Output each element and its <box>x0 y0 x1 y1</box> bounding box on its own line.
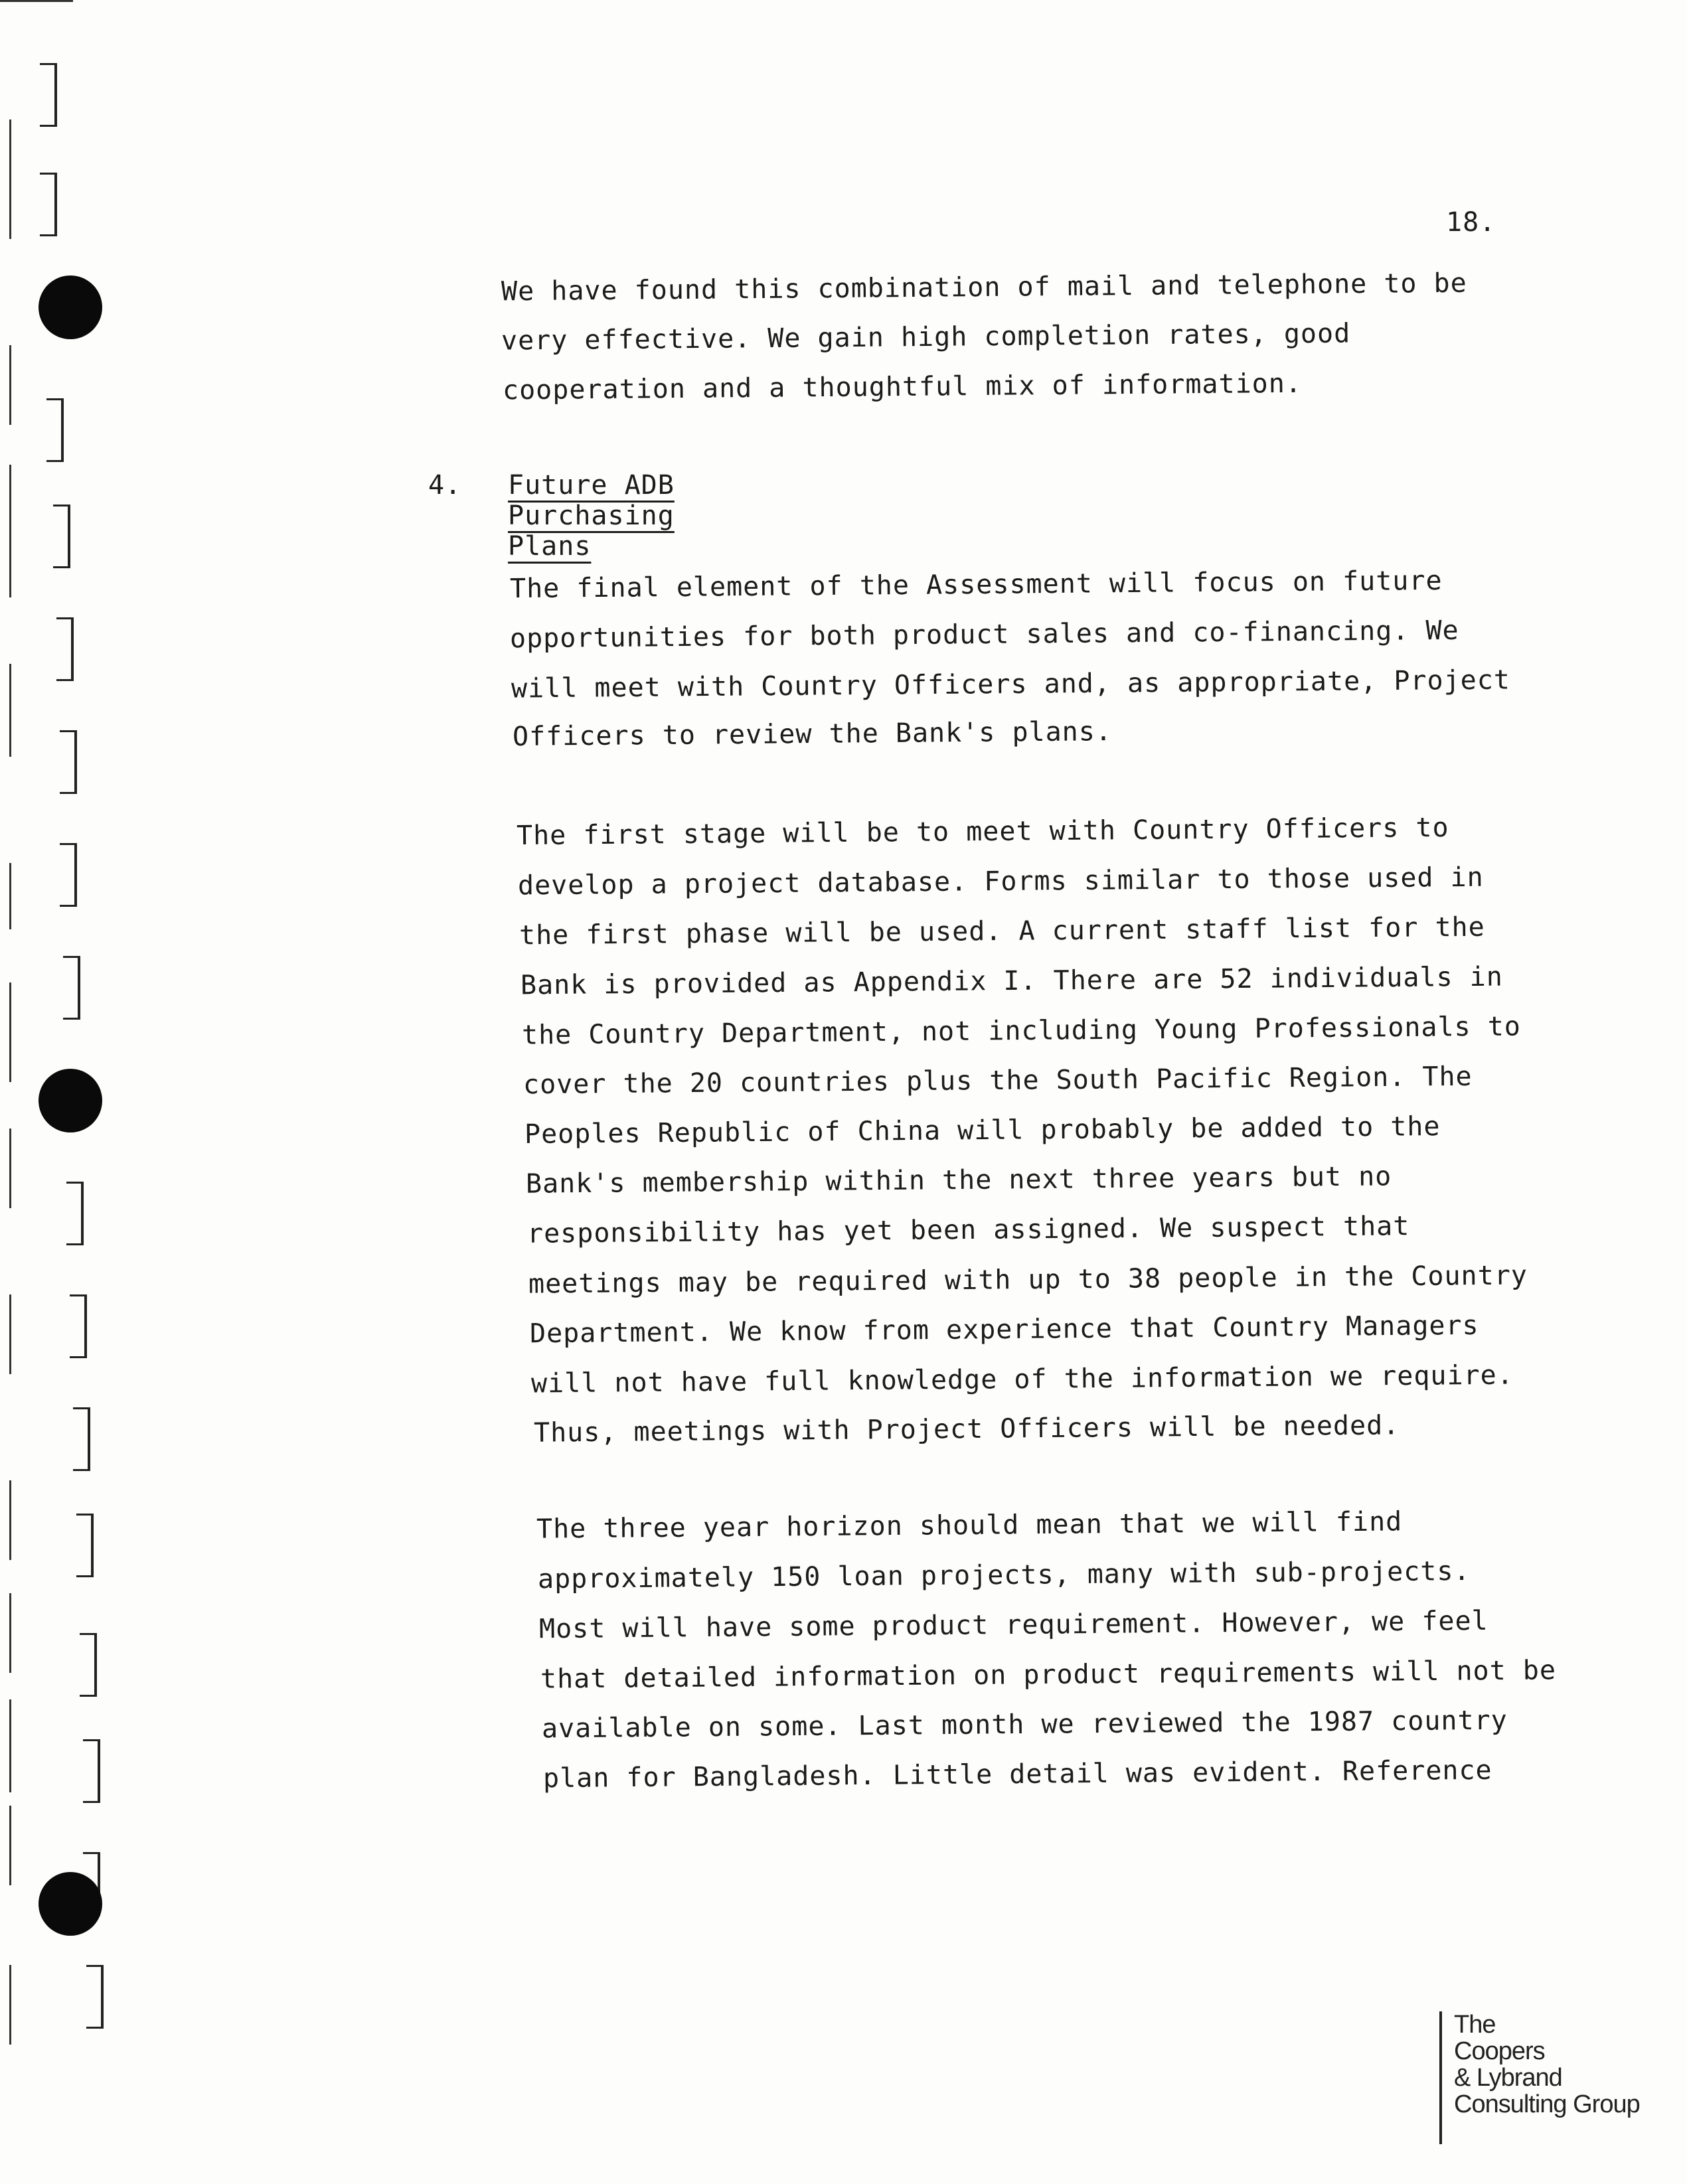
text-line: Department. We know from experience that Country Managers <box>529 1310 1479 1350</box>
binder-tab-mark <box>70 1294 87 1358</box>
margin-line <box>9 345 11 425</box>
text-line: Officers to review the Bank's plans. <box>512 716 1113 752</box>
text-line: plan for Bangladesh. Little detail was evident. Reference <box>542 1755 1492 1794</box>
binder-tab-mark <box>83 1739 100 1803</box>
text-line: approximately 150 loan projects, many with sub-projects. <box>537 1555 1471 1595</box>
text-line: cooperation and a thoughtful mix of information. <box>502 368 1303 406</box>
binder-tab-mark <box>40 173 57 236</box>
punch-hole <box>39 1872 102 1936</box>
margin-line <box>9 1294 11 1374</box>
binder-tab-mark <box>63 956 80 1020</box>
margin-line <box>9 863 11 929</box>
margin-line <box>9 1129 11 1208</box>
binder-tab-mark <box>56 617 74 681</box>
text-line: Peoples Republic of China will probably be added to the <box>524 1111 1441 1150</box>
margin-line <box>9 119 11 239</box>
punch-hole <box>39 1069 102 1132</box>
text-line: responsibility has yet been assigned. We suspect that <box>526 1211 1410 1249</box>
text-line: the first phase will be used. A current staff list for the <box>519 911 1485 951</box>
text-line: will meet with Country Officers and, as appropriate, Project <box>511 664 1511 704</box>
text-line: Bank is provided as Appendix I. There are 52 individuals in <box>520 961 1504 1001</box>
text-line: that detailed information on product requirements will not be <box>540 1655 1557 1695</box>
text-line: available on some. Last month we reviewed the 1987 country <box>541 1705 1508 1745</box>
binder-tab-mark <box>86 1965 104 2029</box>
margin-line <box>9 664 11 757</box>
margin-line <box>9 465 11 597</box>
binder-tab-mark <box>66 1182 84 1245</box>
text-line: The final element of the Assessment will focus on future <box>509 565 1443 605</box>
section-number: 4. <box>428 470 462 501</box>
text-line: Bank's membership within the next three years but no <box>525 1161 1392 1200</box>
binder-tab-mark <box>60 730 77 794</box>
logo-line: Coopers <box>1454 2037 1545 2065</box>
binder-tab-mark <box>53 505 70 568</box>
logo-line: & Lybrand <box>1454 2064 1562 2092</box>
text-line: meetings may be required with up to 38 people in the Country <box>528 1260 1528 1300</box>
text-line: Thus, meetings with Project Officers will be needed. <box>533 1410 1400 1448</box>
text-line: very effective. We gain high completion rates, good <box>501 318 1351 356</box>
top-edge-line <box>0 0 73 2</box>
text-line: will not have full knowledge of the information we require. <box>530 1360 1514 1399</box>
text-line: The first stage will be to meet with Country Officers to <box>516 812 1449 852</box>
punch-hole <box>39 275 102 339</box>
binder-tab-mark <box>80 1633 97 1697</box>
text-line: develop a project database. Forms similar to those used in <box>517 862 1484 901</box>
binder-tab-mark <box>46 398 64 462</box>
binder-tab-mark <box>76 1514 94 1577</box>
binder-tab-mark <box>73 1407 90 1471</box>
text-line: the Country Department, not including Young Professionals to <box>521 1011 1522 1051</box>
margin-line <box>9 1593 11 1673</box>
text-line: We have found this combination of mail and telephone to be <box>501 268 1467 307</box>
logo-line: Consulting Group <box>1454 2090 1640 2118</box>
binder-tab-mark <box>60 843 77 907</box>
margin-line <box>9 1480 11 1560</box>
margin-line <box>9 1806 11 1885</box>
margin-line <box>9 1965 11 2045</box>
text-line: The three year horizon should mean that we will find <box>536 1506 1403 1545</box>
logo-line: The <box>1454 2011 1496 2039</box>
text-line: Most will have some product requirement. However, we feel <box>538 1605 1488 1645</box>
company-logo <box>1439 2011 1673 2144</box>
margin-line <box>9 1699 11 1792</box>
section-title: Future ADB Purchasing Plans <box>508 470 675 562</box>
text-line: cover the 20 countries plus the South Pacific Region. The <box>522 1061 1473 1101</box>
binder-tab-mark <box>40 63 57 127</box>
text-line: opportunities for both product sales and co-financing. We <box>509 615 1459 655</box>
margin-line <box>9 982 11 1082</box>
page-number: 18. <box>1446 207 1496 238</box>
